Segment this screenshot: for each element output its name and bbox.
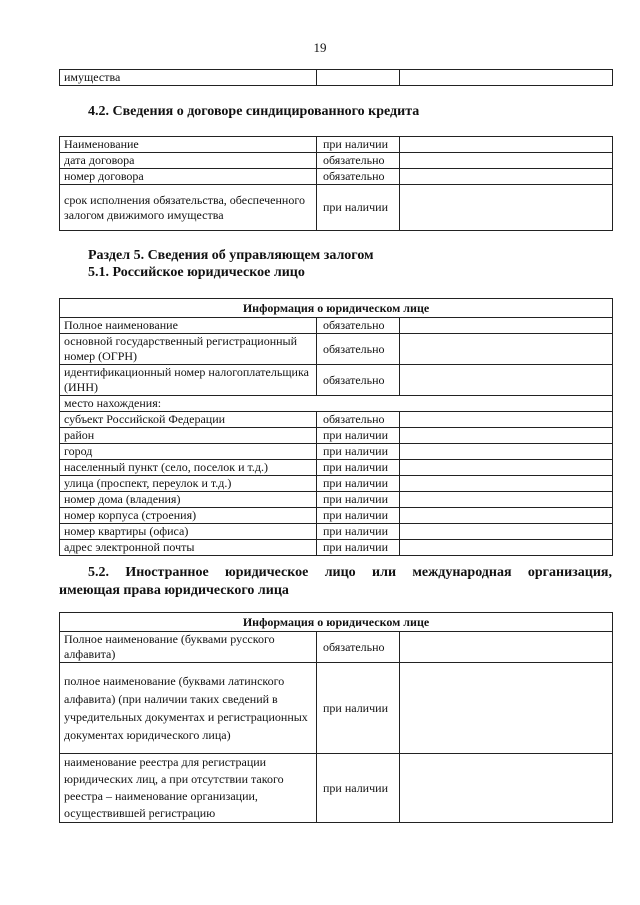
table-row — [60, 492, 613, 508]
row-label: Полное наименование — [60, 318, 317, 334]
row-label: имущества — [60, 70, 317, 86]
value-cell — [400, 754, 613, 823]
table-row — [60, 663, 613, 754]
table-header: Информация о юридическом лице — [60, 299, 613, 318]
value-cell — [400, 476, 613, 492]
foreign-legal-entity-table — [59, 612, 613, 823]
table-row — [60, 137, 613, 153]
row-label: район — [60, 428, 317, 444]
section-heading-5-1: 5.1. Российское юридическое лицо — [88, 265, 305, 280]
row-label: город — [60, 444, 317, 460]
table-row — [60, 412, 613, 428]
value-cell — [400, 632, 613, 663]
value-cell — [400, 540, 613, 556]
table-row — [60, 70, 613, 86]
section-heading-5-2: 5.2. Иностранное юридическое лицо или международная организация, — [88, 565, 612, 580]
table-row — [60, 318, 613, 334]
section-heading-4-2: 4.2. Сведения о договоре синдицированного кредита — [88, 104, 420, 119]
row-label: адрес электронной почты — [60, 540, 317, 556]
row-requirement: при наличии — [317, 492, 400, 508]
row-requirement: обязательно — [317, 318, 400, 334]
table-header: Информация о юридическом лице — [60, 613, 613, 632]
location-label: место нахождения: — [60, 396, 613, 412]
row-label: улица (проспект, переулок и т.д.) — [60, 476, 317, 492]
value-cell — [400, 444, 613, 460]
value-cell — [400, 428, 613, 444]
row-label: населенный пункт (село, поселок и т.д.) — [60, 460, 317, 476]
row-requirement: при наличии — [317, 540, 400, 556]
row-requirement: при наличии — [317, 460, 400, 476]
row-label: срок исполнения обязательства, обеспеченного залогом движимого имущества — [60, 185, 317, 231]
value-cell — [400, 460, 613, 476]
row-requirement: обязательно — [317, 412, 400, 428]
value-cell — [400, 492, 613, 508]
section-heading-5: Раздел 5. Сведения об управляющем залогом — [88, 248, 374, 263]
table-row — [60, 754, 613, 823]
table-row — [60, 540, 613, 556]
value-cell — [400, 508, 613, 524]
value-cell — [400, 524, 613, 540]
row-requirement: при наличии — [317, 137, 400, 153]
row-label: Наименование — [60, 137, 317, 153]
row-requirement: при наличии — [317, 508, 400, 524]
row-requirement: обязательно — [317, 365, 400, 396]
table-row — [60, 169, 613, 185]
table-row — [60, 153, 613, 169]
table-row — [60, 476, 613, 492]
row-requirement: при наличии — [317, 663, 400, 754]
table-row — [60, 632, 613, 663]
value-cell — [400, 412, 613, 428]
row-requirement: при наличии — [317, 476, 400, 492]
row-label: Полное наименование (буквами русского алфавита) — [60, 632, 317, 663]
value-cell — [400, 365, 613, 396]
row-requirement: при наличии — [317, 754, 400, 823]
row-requirement: при наличии — [317, 185, 400, 231]
russian-legal-entity-table — [59, 298, 613, 556]
value-cell — [400, 663, 613, 754]
table-row — [60, 396, 613, 412]
row-label: наименование реестра для регистрации юридических лиц, а при отсутствии такого реестра – наименование организации, осуществившей регистрацию — [60, 754, 317, 823]
table-row — [60, 524, 613, 540]
row-requirement: при наличии — [317, 444, 400, 460]
row-label: идентификационный номер налогоплательщика (ИНН) — [60, 365, 317, 396]
value-cell — [400, 70, 613, 86]
row-label: номер корпуса (строения) — [60, 508, 317, 524]
syndicated-loan-table — [59, 136, 613, 231]
table-row — [60, 444, 613, 460]
row-label: номер квартиры (офиса) — [60, 524, 317, 540]
table-row — [60, 334, 613, 365]
row-requirement: при наличии — [317, 428, 400, 444]
row-requirement: при наличии — [317, 524, 400, 540]
row-requirement: обязательно — [317, 153, 400, 169]
table-row — [60, 460, 613, 476]
value-cell — [400, 334, 613, 365]
table-row — [60, 365, 613, 396]
value-cell — [400, 153, 613, 169]
row-label: номер договора — [60, 169, 317, 185]
table-row — [60, 508, 613, 524]
value-cell — [400, 169, 613, 185]
value-cell — [400, 137, 613, 153]
row-requirement: обязательно — [317, 334, 400, 365]
page-number: 19 — [313, 40, 327, 55]
row-requirement: обязательно — [317, 169, 400, 185]
value-cell — [400, 318, 613, 334]
table-row — [60, 428, 613, 444]
table-row — [60, 185, 613, 231]
row-label: полное наименование (буквами латинского алфавита) (при наличии таких сведений в учредительных документах и регистрационных документах юридического лица) — [60, 663, 317, 754]
section-heading-5-2-continuation: имеющая права юридического лица — [59, 583, 289, 598]
row-label: номер дома (владения) — [60, 492, 317, 508]
row-label: дата договора — [60, 153, 317, 169]
row-requirement: обязательно — [317, 632, 400, 663]
row-label: субъект Российской Федерации — [60, 412, 317, 428]
property-table-continuation — [59, 69, 613, 86]
value-cell — [400, 185, 613, 231]
row-requirement — [317, 70, 400, 86]
row-label: основной государственный регистрационный номер (ОГРН) — [60, 334, 317, 365]
